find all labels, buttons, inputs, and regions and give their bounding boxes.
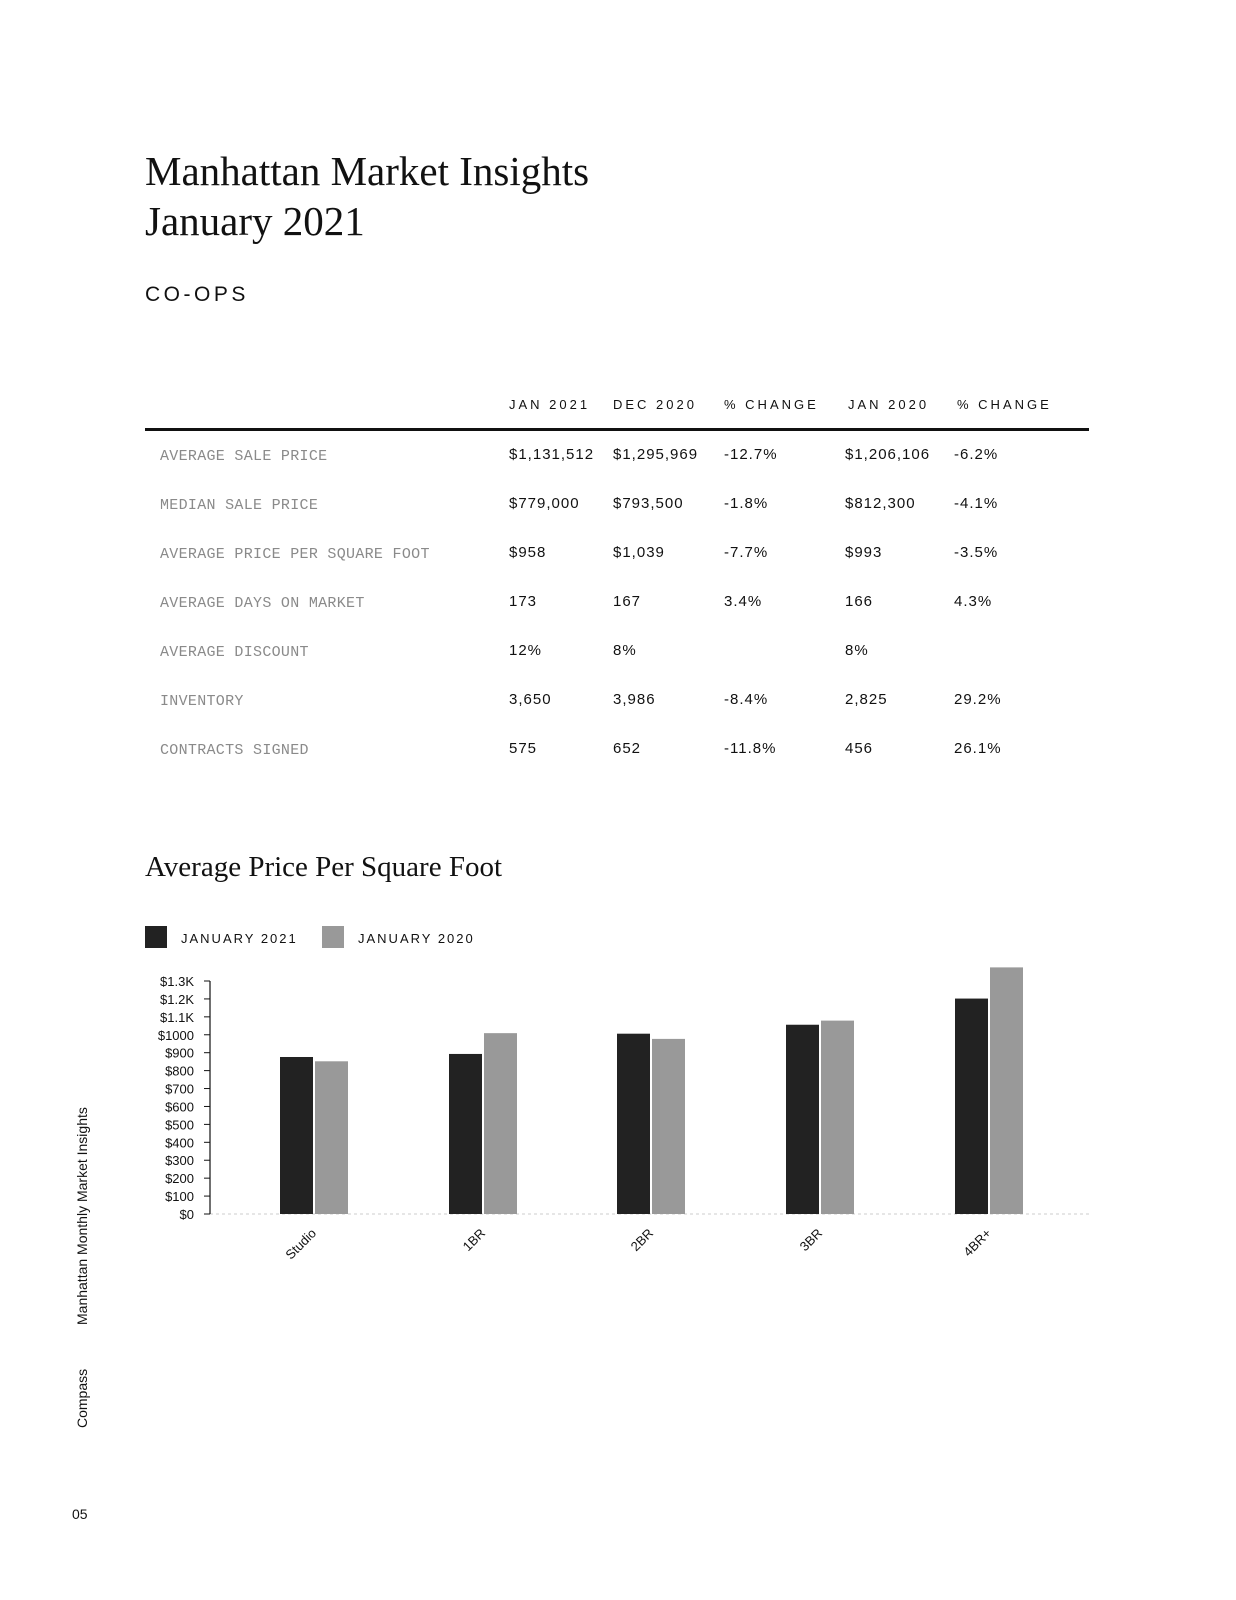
table-cell: -8.4% xyxy=(724,691,769,708)
x-category-label: 2BR xyxy=(627,1225,657,1255)
bar-4br-series-2 xyxy=(990,967,1023,1214)
bar-3br-series-1 xyxy=(786,1025,819,1214)
table-cell: 173 xyxy=(509,593,538,610)
table-cell: $1,039 xyxy=(613,544,665,561)
table-cell: $1,295,969 xyxy=(613,446,699,463)
row-label: CONTRACTS SIGNED xyxy=(160,742,309,759)
bar-studio-series-1 xyxy=(280,1057,313,1214)
table-cell: -7.7% xyxy=(724,544,769,561)
x-category-label: Studio xyxy=(282,1225,320,1263)
column-header-change-month: % CHANGE xyxy=(724,397,819,412)
table-cell: 166 xyxy=(845,593,874,610)
table-cell: -12.7% xyxy=(724,446,778,463)
table-cell: $1,131,512 xyxy=(509,446,595,463)
y-tick-label: $0 xyxy=(179,1207,194,1222)
row-label: AVERAGE DISCOUNT xyxy=(160,644,309,661)
y-tick-label: $1.3K xyxy=(160,974,194,989)
title-line-1: Manhattan Market Insights xyxy=(145,148,590,194)
table-cell: $812,300 xyxy=(845,495,916,512)
table-cell: $958 xyxy=(509,544,547,561)
sidebar-publication-name: Manhattan Monthly Market Insights xyxy=(74,1107,90,1325)
bar-2br-series-2 xyxy=(652,1039,685,1214)
bar-3br-series-2 xyxy=(821,1021,854,1214)
table-cell: 29.2% xyxy=(954,691,1002,708)
table-cell: 456 xyxy=(845,740,874,757)
row-label: MEDIAN SALE PRICE xyxy=(160,497,319,514)
table-cell: -3.5% xyxy=(954,544,999,561)
table-cell: $1,206,106 xyxy=(845,446,931,463)
table-cell: 12% xyxy=(509,642,543,659)
y-tick-label: $1.2K xyxy=(160,991,194,1007)
table-cell: -1.8% xyxy=(724,495,769,512)
bar-studio-series-2 xyxy=(315,1061,348,1214)
column-header-jan-2021: JAN 2021 xyxy=(509,397,591,412)
bar-2br-series-1 xyxy=(617,1034,650,1214)
table-cell: $793,500 xyxy=(613,495,684,512)
y-tick-label: $700 xyxy=(165,1081,194,1097)
row-label: AVERAGE DAYS ON MARKET xyxy=(160,595,365,612)
table-cell: 3,986 xyxy=(613,691,656,708)
row-label: INVENTORY xyxy=(160,693,244,710)
y-tick-label: $100 xyxy=(165,1189,194,1205)
table-cell: 8% xyxy=(845,642,869,659)
table-cell: 167 xyxy=(613,593,642,610)
column-header-change-year: % CHANGE xyxy=(957,397,1052,412)
table-cell: 8% xyxy=(613,642,637,659)
bar-4br-series-1 xyxy=(955,999,988,1214)
row-label: AVERAGE PRICE PER SQUARE FOOT xyxy=(160,546,430,563)
y-tick-label: $1.1K xyxy=(160,1009,194,1025)
table-cell: -11.8% xyxy=(724,740,777,757)
y-tick-label: $600 xyxy=(165,1099,194,1115)
y-tick-label: $500 xyxy=(165,1117,194,1133)
table-cell: $779,000 xyxy=(509,495,580,512)
x-category-label: 4BR+ xyxy=(960,1225,995,1260)
row-label: AVERAGE SALE PRICE xyxy=(160,448,328,465)
y-tick-label: $400 xyxy=(165,1135,194,1151)
table-cell: 575 xyxy=(509,740,538,757)
title-line-2: January 2021 xyxy=(145,198,365,244)
column-header-jan-2020: JAN 2020 xyxy=(848,397,930,412)
y-tick-label: $200 xyxy=(165,1171,194,1187)
y-tick-label: $800 xyxy=(165,1063,194,1079)
sidebar-brand-name: Compass xyxy=(74,1368,90,1428)
table-cell: $993 xyxy=(845,544,883,561)
table-cell: 3.4% xyxy=(724,593,763,610)
legend-label-jan-2020: JANUARY 2020 xyxy=(358,931,475,946)
section-label: CO-OPS xyxy=(145,283,249,306)
y-tick-label: $1000 xyxy=(157,1027,194,1043)
x-category-label: 1BR xyxy=(459,1225,489,1255)
chart-title: Average Price Per Square Foot xyxy=(145,851,503,883)
y-tick-label: $300 xyxy=(165,1153,194,1169)
table-cell: 652 xyxy=(613,740,642,757)
x-category-label: 3BR xyxy=(796,1225,826,1255)
table-cell: -6.2% xyxy=(954,446,999,463)
table-cell: -4.1% xyxy=(954,495,999,512)
table-cell: 3,650 xyxy=(509,691,552,708)
table-cell: 4.3% xyxy=(954,593,993,610)
y-tick-label: $900 xyxy=(165,1045,194,1061)
table-cell: 26.1% xyxy=(954,740,1002,757)
table-cell: 2,825 xyxy=(845,691,888,708)
bar-1br-series-1 xyxy=(449,1054,482,1214)
bar-1br-series-2 xyxy=(484,1033,517,1214)
legend-label-jan-2021: JANUARY 2021 xyxy=(181,931,298,946)
column-header-dec-2020: DEC 2020 xyxy=(613,397,697,412)
page-number: 05 xyxy=(72,1506,88,1522)
